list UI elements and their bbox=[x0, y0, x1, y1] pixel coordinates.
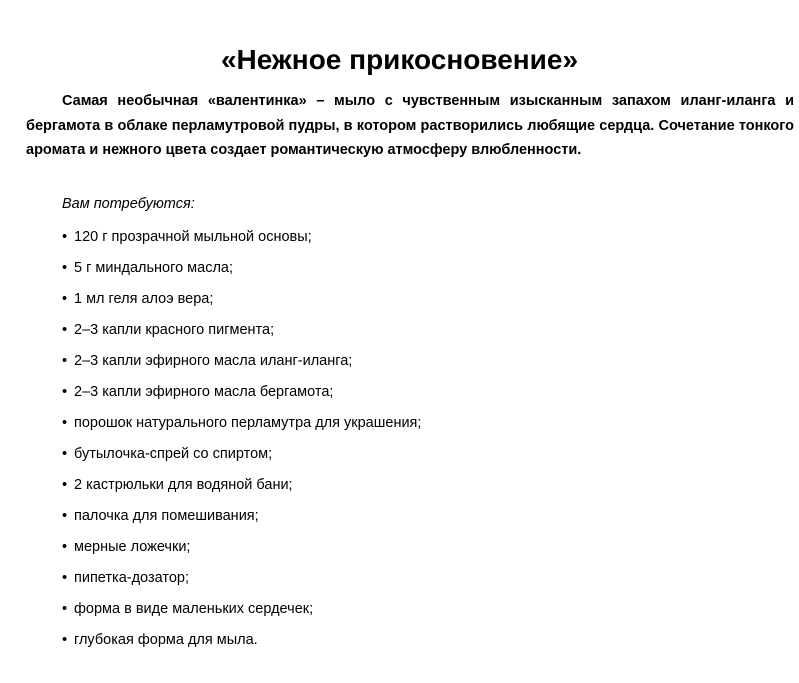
list-item-text: 2 кастрюльки для водяной бани; bbox=[74, 477, 293, 493]
ingredients-list bbox=[62, 222, 421, 656]
list-item-text: 2–3 капли красного пигмента; bbox=[74, 322, 275, 338]
bullet-icon: • bbox=[62, 353, 68, 369]
bullet-icon: • bbox=[62, 260, 68, 276]
list-item-text: мерные ложечки; bbox=[74, 539, 191, 555]
bullet-icon: • bbox=[62, 415, 68, 431]
bullet-icon: • bbox=[62, 632, 68, 648]
needs-label: Вам потребуются: bbox=[62, 196, 195, 212]
list-item bbox=[62, 470, 421, 501]
list-item-text: 2–3 капли эфирного масла иланг-иланга; bbox=[74, 353, 353, 369]
bullet-icon: • bbox=[62, 229, 68, 245]
list-item bbox=[62, 253, 421, 284]
list-item bbox=[62, 315, 421, 346]
list-item bbox=[62, 501, 421, 532]
bullet-icon: • bbox=[62, 384, 68, 400]
list-item-text: палочка для помешивания; bbox=[74, 508, 259, 524]
list-item bbox=[62, 222, 421, 253]
list-item bbox=[62, 532, 421, 563]
intro-paragraph: Самая необычная «валентинка» – мыло с чувственным изысканным запахом иланг-иланга и бергамота в облаке перламутровой пудры, в котором растворились любящие сердца. Сочетание тонкого аромата и нежного цвета создает романтическую атмосферу влюбленности. bbox=[26, 93, 794, 158]
bullet-icon: • bbox=[62, 477, 68, 493]
list-item bbox=[62, 346, 421, 377]
bullet-icon: • bbox=[62, 291, 68, 307]
list-item-text: 2–3 капли эфирного масла бергамота; bbox=[74, 384, 334, 400]
list-item-text: 1 мл геля алоэ вера; bbox=[74, 291, 214, 307]
bullet-icon: • bbox=[62, 539, 68, 555]
list-item bbox=[62, 625, 421, 656]
list-item-text: бутылочка-спрей со спиртом; bbox=[74, 446, 273, 462]
bullet-icon: • bbox=[62, 570, 68, 586]
list-item-text: 120 г прозрачной мыльной основы; bbox=[74, 229, 312, 245]
list-item-text: глубокая форма для мыла. bbox=[74, 632, 258, 648]
bullet-icon: • bbox=[62, 322, 68, 338]
list-item bbox=[62, 594, 421, 625]
list-item bbox=[62, 408, 421, 439]
list-item-text: форма в виде маленьких сердечек; bbox=[74, 601, 314, 617]
list-item-text: пипетка-дозатор; bbox=[74, 570, 189, 586]
list-item bbox=[62, 439, 421, 470]
bullet-icon: • bbox=[62, 508, 68, 524]
list-item-text: 5 г миндального масла; bbox=[74, 260, 233, 276]
page-title: «Нежное прикосновение» bbox=[220, 44, 579, 75]
list-item bbox=[62, 377, 421, 408]
bullet-icon: • bbox=[62, 601, 68, 617]
list-item bbox=[62, 284, 421, 315]
list-item bbox=[62, 563, 421, 594]
bullet-icon: • bbox=[62, 446, 68, 462]
list-item-text: порошок натурального перламутра для украшения; bbox=[74, 415, 422, 431]
